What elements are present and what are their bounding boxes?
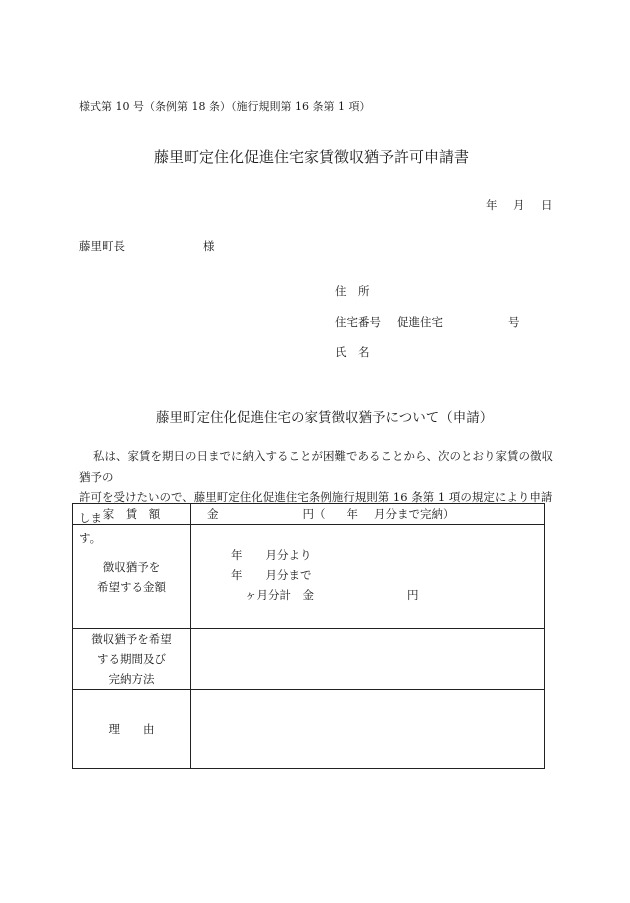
rent-year: 年	[346, 507, 358, 521]
house-number-label: 住宅番号	[335, 315, 381, 329]
period-label-line-2: する期間及び	[97, 652, 166, 666]
name-label: 氏 名	[335, 345, 370, 359]
date-year: 年	[486, 198, 498, 212]
amount-to: 年 月分まで	[231, 568, 312, 582]
rent-value-cell[interactable]	[191, 504, 545, 525]
form-number: 様式第 10 号（条例第 18 条）（施行規則第 16 条第 1 項）	[79, 100, 371, 113]
amount-label-line-2: 希望する金額	[97, 579, 166, 594]
reason-label: 理 由	[73, 690, 191, 769]
amount-total: ヶ月分計 金	[245, 588, 314, 602]
date-month: 月	[513, 198, 525, 212]
amount-yen: 円	[407, 588, 419, 602]
addressee-honorific: 様	[203, 239, 215, 253]
amount-label-line-1: 徴収猶予を	[102, 559, 161, 574]
amount-from: 年 月分より	[231, 548, 312, 562]
rent-yen: 円（	[302, 507, 326, 521]
rent-kin: 金	[207, 507, 219, 521]
number-suffix: 号	[508, 315, 520, 329]
amount-label	[73, 525, 191, 629]
address-label: 住 所	[335, 284, 370, 298]
amount-row	[73, 525, 545, 629]
body-line-1: 私は、家賃を期日の日までに納入することが困難であることから、次のとおり家賃の徴収猶予の	[79, 449, 553, 484]
rent-month-paid: 月分まで完納）	[374, 507, 455, 521]
rent-row	[73, 504, 545, 525]
period-label-line-3: 完納方法	[108, 672, 155, 686]
period-value-cell[interactable]	[191, 629, 545, 690]
body-line-2: 許可を受けたいので、藤里町定住化促進住宅条例施行規則第 16 条第 1 項の規定により申請しま	[79, 490, 553, 525]
body-line-3: す。	[79, 531, 102, 545]
reason-value-cell[interactable]	[191, 690, 545, 769]
house-type: 促進住宅	[397, 315, 443, 329]
application-table	[72, 503, 545, 769]
period-row	[73, 629, 545, 690]
section-subtitle: 藤里町定住化促進住宅の家賃徴収猶予について（申請）	[156, 410, 494, 426]
addressee-name: 藤里町長	[79, 239, 125, 253]
rent-label: 家 賃 額	[73, 504, 191, 525]
period-label-line-1: 徴収猶予を希望	[91, 632, 172, 646]
date-day: 日	[541, 198, 553, 212]
period-label	[73, 629, 191, 690]
reason-row	[73, 690, 545, 769]
amount-value-cell[interactable]	[191, 525, 545, 629]
page-title: 藤里町定住化促進住宅家賃徴収猶予許可申請書	[154, 148, 470, 166]
